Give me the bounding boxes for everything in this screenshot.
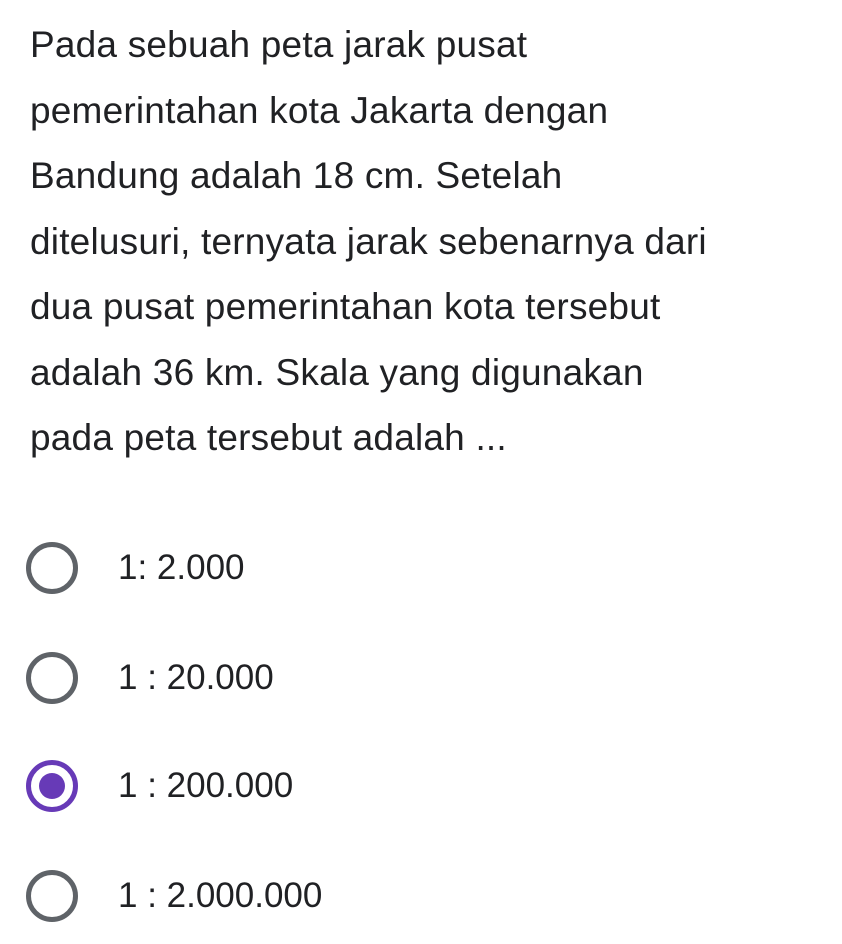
option-3[interactable] xyxy=(26,758,526,814)
option-2[interactable] xyxy=(26,650,526,706)
option-4[interactable] xyxy=(26,868,526,924)
radio-unchecked-icon[interactable] xyxy=(26,870,78,922)
radio-checked-icon[interactable] xyxy=(26,760,78,812)
option-label: 1: 2.000 xyxy=(118,548,245,587)
radio-dot-icon xyxy=(39,773,65,799)
option-label: 1 : 20.000 xyxy=(118,658,274,697)
option-label: 1 : 200.000 xyxy=(118,766,294,805)
radio-unchecked-icon[interactable] xyxy=(26,652,78,704)
question-text: Pada sebuah peta jarak pusat pemerintahan kota Jakarta dengan Bandung adalah 18 cm. Setelah ditelusuri, ternyata jarak sebenarnya dari dua pusat pemerintahan kota tersebut adalah 36 km. Skala yang digunakan pada peta tersebut adalah ... xyxy=(30,24,707,458)
option-label: 1 : 2.000.000 xyxy=(118,876,323,915)
radio-unchecked-icon[interactable] xyxy=(26,542,78,594)
option-1[interactable] xyxy=(26,540,526,596)
